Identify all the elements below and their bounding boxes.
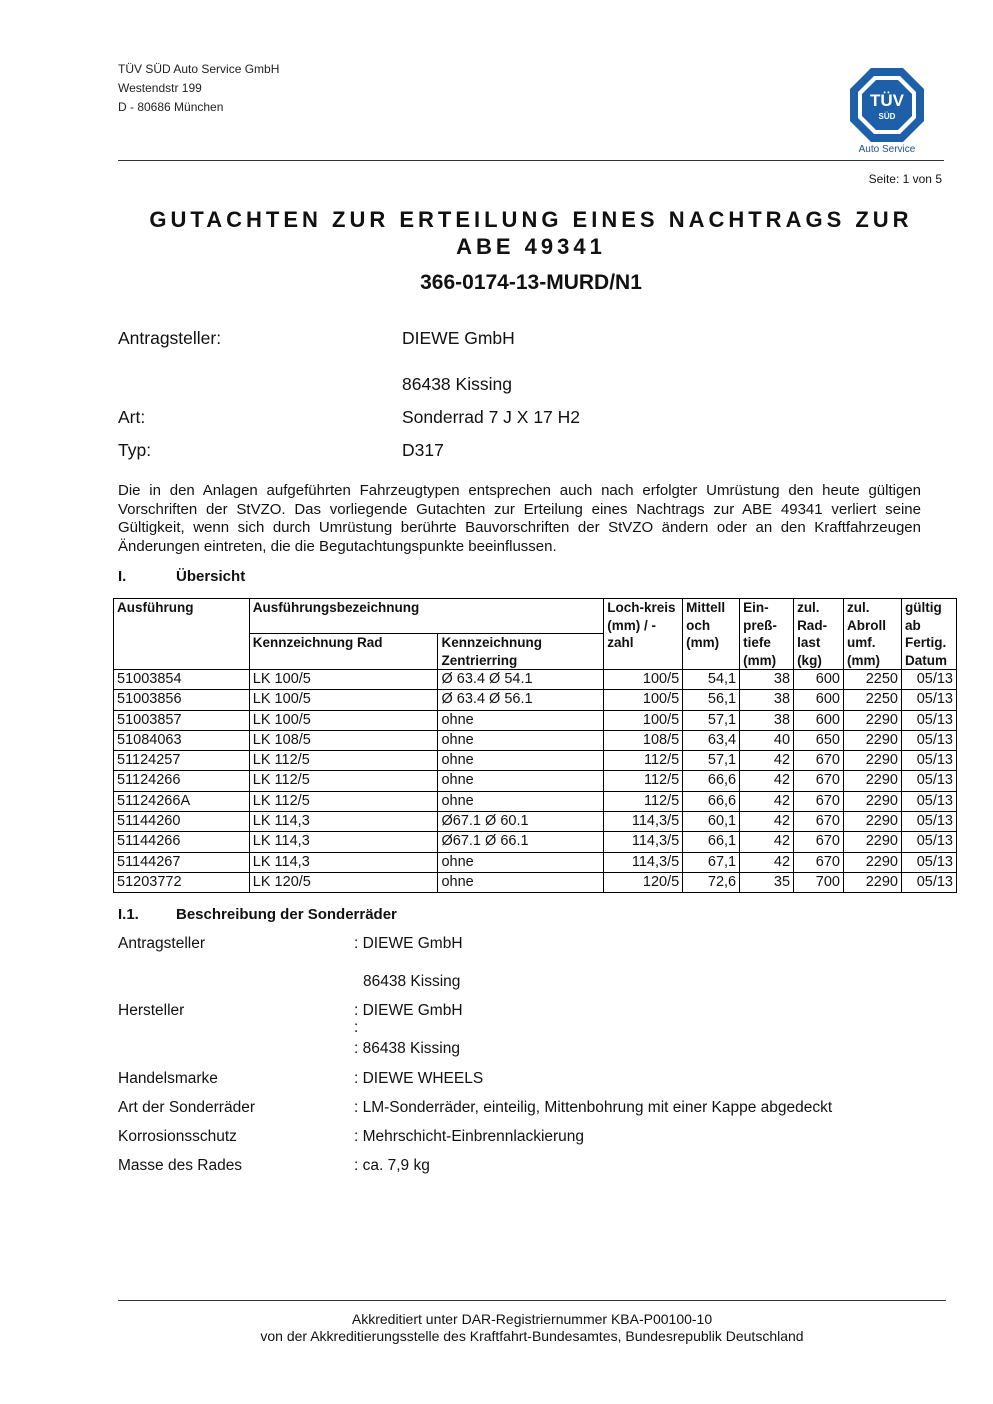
tuv-logo	[848, 66, 926, 162]
table-cell: 670	[794, 771, 844, 791]
table-cell: 2290	[844, 852, 902, 872]
table-cell: 42	[740, 812, 794, 832]
desc-label-masse: Masse des Rades	[118, 1157, 243, 1174]
address-line: D - 80686 München	[118, 100, 224, 114]
table-cell: ohne	[438, 710, 604, 730]
table-cell: 670	[794, 852, 844, 872]
table-cell: 120/5	[604, 872, 683, 892]
table-cell: 05/13	[901, 690, 956, 710]
table-cell: ohne	[438, 771, 604, 791]
value-art: Sonderrad 7 J X 17 H2	[402, 407, 581, 427]
table-cell: 05/13	[901, 872, 956, 892]
table-cell: 100/5	[604, 690, 683, 710]
logo-text-sub: SÜD	[878, 112, 896, 121]
table-cell: 650	[794, 730, 844, 750]
table-cell: 67,1	[683, 852, 740, 872]
desc-value-art: : LM-Sonderräder, einteilig, Mittenbohrung mit einer Kappe abgedeckt	[354, 1099, 833, 1116]
desc-value-hersteller: : DIEWE GmbH	[354, 1002, 463, 1019]
table-cell: 600	[794, 670, 844, 690]
document-title	[118, 206, 944, 260]
header-divider	[118, 160, 944, 161]
table-cell: 40	[740, 730, 794, 750]
desc-label-hersteller: Hersteller	[118, 1002, 185, 1019]
table-cell: 05/13	[901, 710, 956, 730]
table-cell: LK 114,3	[249, 832, 438, 852]
desc-label-art: Art der Sonderräder	[118, 1099, 255, 1116]
table-cell: 2290	[844, 791, 902, 811]
table-cell: 56,1	[683, 690, 740, 710]
intro-paragraph: Die in den Anlagen aufgeführten Fahrzeugtypen entsprechen auch nach erfolgter Umrüstung den heute gültigen Vorschriften der StVZO. Das vorliegende Gutachten zur Erteilung eines Nachtrags zur ABE 49341 verliert seine Gültigkeit, wenn sich durch Umrüstung berührte Bauvorschriften der StVZO ändern oder an den Kraftfahrzeugen Änderungen eintreten, die die Begutachtungspunkte beeinflussen.	[118, 482, 921, 555]
table-cell: 700	[794, 872, 844, 892]
label-antragsteller: Antragsteller:	[118, 328, 222, 348]
table-cell: 05/13	[901, 791, 956, 811]
table-cell: 670	[794, 812, 844, 832]
table-cell: LK 100/5	[249, 670, 438, 690]
table-cell: 05/13	[901, 812, 956, 832]
table-cell: 42	[740, 791, 794, 811]
section-heading-uebersicht	[118, 568, 245, 585]
table-cell: 112/5	[604, 751, 683, 771]
title-line-2: ABE 49341	[456, 234, 606, 259]
table-cell: 2290	[844, 832, 902, 852]
table-cell: 51124257	[114, 751, 250, 771]
table-cell: Ø67.1 Ø 60.1	[438, 812, 604, 832]
tuv-octagon-icon	[848, 66, 926, 144]
table-cell: 112/5	[604, 791, 683, 811]
address-line: TÜV SÜD Auto Service GmbH	[118, 62, 280, 76]
table-cell: 2290	[844, 812, 902, 832]
table-cell: 05/13	[901, 852, 956, 872]
table-cell: 66,1	[683, 832, 740, 852]
table-cell: 51124266	[114, 771, 250, 791]
table-row	[114, 812, 957, 832]
table-cell: 2290	[844, 751, 902, 771]
table-cell: 42	[740, 751, 794, 771]
logo-text-main: TÜV	[870, 91, 904, 110]
table-cell: 100/5	[604, 670, 683, 690]
desc-label-korrosion: Korrosionsschutz	[118, 1128, 237, 1145]
table-cell: 05/13	[901, 751, 956, 771]
table-cell: 670	[794, 751, 844, 771]
table-cell: ohne	[438, 730, 604, 750]
table-cell: 51203772	[114, 872, 250, 892]
table-cell: LK 114,3	[249, 812, 438, 832]
table-cell: 2290	[844, 771, 902, 791]
table-cell: ohne	[438, 791, 604, 811]
table-cell: 112/5	[604, 771, 683, 791]
table-cell: 108/5	[604, 730, 683, 750]
table-cell: 05/13	[901, 832, 956, 852]
header-kennzeichnung-rad: Kennzeichnung Rad	[249, 634, 438, 670]
header-ausfuehrung: Ausführung	[114, 599, 250, 670]
table-cell: 42	[740, 771, 794, 791]
section-number: I.1.	[118, 906, 139, 923]
address-line: Westendstr 199	[118, 81, 202, 95]
section-title: Übersicht	[176, 568, 246, 585]
table-cell: 05/13	[901, 771, 956, 791]
table-row	[114, 751, 957, 771]
desc-value-korrosion: : Mehrschicht-Einbrennlackierung	[354, 1128, 585, 1145]
table-cell: LK 112/5	[249, 791, 438, 811]
overview-table	[113, 598, 957, 893]
table-cell: 2250	[844, 690, 902, 710]
desc-value-hersteller-city: : 86438 Kissing	[354, 1040, 460, 1057]
table-cell: Ø 63.4 Ø 56.1	[438, 690, 604, 710]
table-cell: 51003856	[114, 690, 250, 710]
table-cell: 60,1	[683, 812, 740, 832]
table-cell: 100/5	[604, 710, 683, 730]
table-cell: LK 112/5	[249, 771, 438, 791]
table-row	[114, 670, 957, 690]
header-abrollumfang: zul. Abroll umf. (mm)	[844, 599, 902, 670]
table-cell: 670	[794, 791, 844, 811]
section-number: I.	[118, 568, 127, 585]
desc-label-antragsteller: Antragsteller	[118, 935, 206, 952]
footer-line-1: Akkreditiert unter DAR-Registriernummer KBA-P00100-10	[351, 1311, 713, 1327]
table-cell: 05/13	[901, 670, 956, 690]
value-city: 86438 Kissing	[402, 374, 512, 394]
table-cell: Ø67.1 Ø 66.1	[438, 832, 604, 852]
desc-value-handelsmarke: : DIEWE WHEELS	[354, 1070, 484, 1087]
table-cell: 66,6	[683, 791, 740, 811]
table-cell: LK 100/5	[249, 690, 438, 710]
reference-number: 366-0174-13-MURD/N1	[420, 271, 642, 294]
table-cell: Ø 63.4 Ø 54.1	[438, 670, 604, 690]
table-cell: 05/13	[901, 730, 956, 750]
table-cell: 42	[740, 852, 794, 872]
table-cell: 42	[740, 832, 794, 852]
section-heading-beschreibung	[118, 906, 397, 923]
table-cell: 2290	[844, 710, 902, 730]
header-einpresstiefe: Ein-preß-tiefe (mm)	[740, 599, 794, 670]
table-row	[114, 832, 957, 852]
footer-divider	[118, 1300, 946, 1301]
table-cell: ohne	[438, 852, 604, 872]
table-cell: 114,3/5	[604, 812, 683, 832]
table-cell: 51084063	[114, 730, 250, 750]
table-cell: 670	[794, 832, 844, 852]
table-row	[114, 690, 957, 710]
value-company: DIEWE GmbH	[402, 328, 515, 348]
table-cell: 114,3/5	[604, 852, 683, 872]
header-lochkreis: Loch-kreis (mm) / -zahl	[604, 599, 683, 670]
table-cell: 57,1	[683, 710, 740, 730]
logo-caption: Auto Service	[858, 144, 916, 155]
table-cell: 51144266	[114, 832, 250, 852]
table-cell: 51003857	[114, 710, 250, 730]
table-cell: LK 100/5	[249, 710, 438, 730]
table-row	[114, 730, 957, 750]
table-cell: 38	[740, 670, 794, 690]
header-mittelloch: Mittell och (mm)	[683, 599, 740, 670]
table-cell: LK 120/5	[249, 872, 438, 892]
table-cell: ohne	[438, 751, 604, 771]
table-cell: 114,3/5	[604, 832, 683, 852]
table-cell: 54,1	[683, 670, 740, 690]
table-row	[114, 710, 957, 730]
label-typ: Typ:	[118, 440, 152, 460]
table-cell: 2250	[844, 670, 902, 690]
table-row	[114, 771, 957, 791]
table-row	[114, 791, 957, 811]
table-cell: 51003854	[114, 670, 250, 690]
table-cell: 57,1	[683, 751, 740, 771]
header-gueltig: gültig ab Fertig. Datum	[901, 599, 956, 670]
table-cell: 600	[794, 690, 844, 710]
footer	[118, 1311, 946, 1345]
table-cell: 72,6	[683, 872, 740, 892]
value-typ: D317	[402, 440, 444, 460]
table-cell: LK 114,3	[249, 852, 438, 872]
desc-value-antragsteller-city: 86438 Kissing	[363, 973, 461, 990]
table-cell: 2290	[844, 872, 902, 892]
table-cell: 38	[740, 710, 794, 730]
table-cell: 51144260	[114, 812, 250, 832]
header-bezeichnung: Ausführungsbezeichnung	[249, 599, 603, 634]
table-cell: 35	[740, 872, 794, 892]
table-row	[114, 872, 957, 892]
table-cell: 38	[740, 690, 794, 710]
desc-value-antragsteller: : DIEWE GmbH	[354, 935, 463, 952]
label-art: Art:	[118, 407, 146, 427]
desc-label-handelsmarke: Handelsmarke	[118, 1070, 218, 1087]
table-cell: LK 112/5	[249, 751, 438, 771]
table-cell: 2290	[844, 730, 902, 750]
desc-value-masse: : ca. 7,9 kg	[354, 1157, 430, 1174]
table-cell: 51144267	[114, 852, 250, 872]
footer-line-2: von der Akkreditierungsstelle des Kraftfahrt-Bundesamtes, Bundesrepublik Deutschland	[260, 1328, 804, 1344]
company-address	[118, 60, 279, 117]
table-cell: LK 108/5	[249, 730, 438, 750]
desc-value-hersteller-blank: :	[354, 1019, 359, 1036]
section-title: Beschreibung der Sonderräder	[176, 906, 397, 923]
table-row	[114, 852, 957, 872]
table-cell: 63,4	[683, 730, 740, 750]
table-cell: 51124266A	[114, 791, 250, 811]
header-radlast: zul. Rad-last (kg)	[794, 599, 844, 670]
table-cell: 600	[794, 710, 844, 730]
page-number: Seite: 1 von 5	[868, 172, 942, 186]
table-cell: 66,6	[683, 771, 740, 791]
title-line-1: GUTACHTEN ZUR ERTEILUNG EINES NACHTRAGS ZUR	[149, 207, 913, 232]
table-cell: ohne	[438, 872, 604, 892]
header-kennzeichnung-zentrierring: Kennzeichnung Zentrierring	[438, 634, 604, 670]
